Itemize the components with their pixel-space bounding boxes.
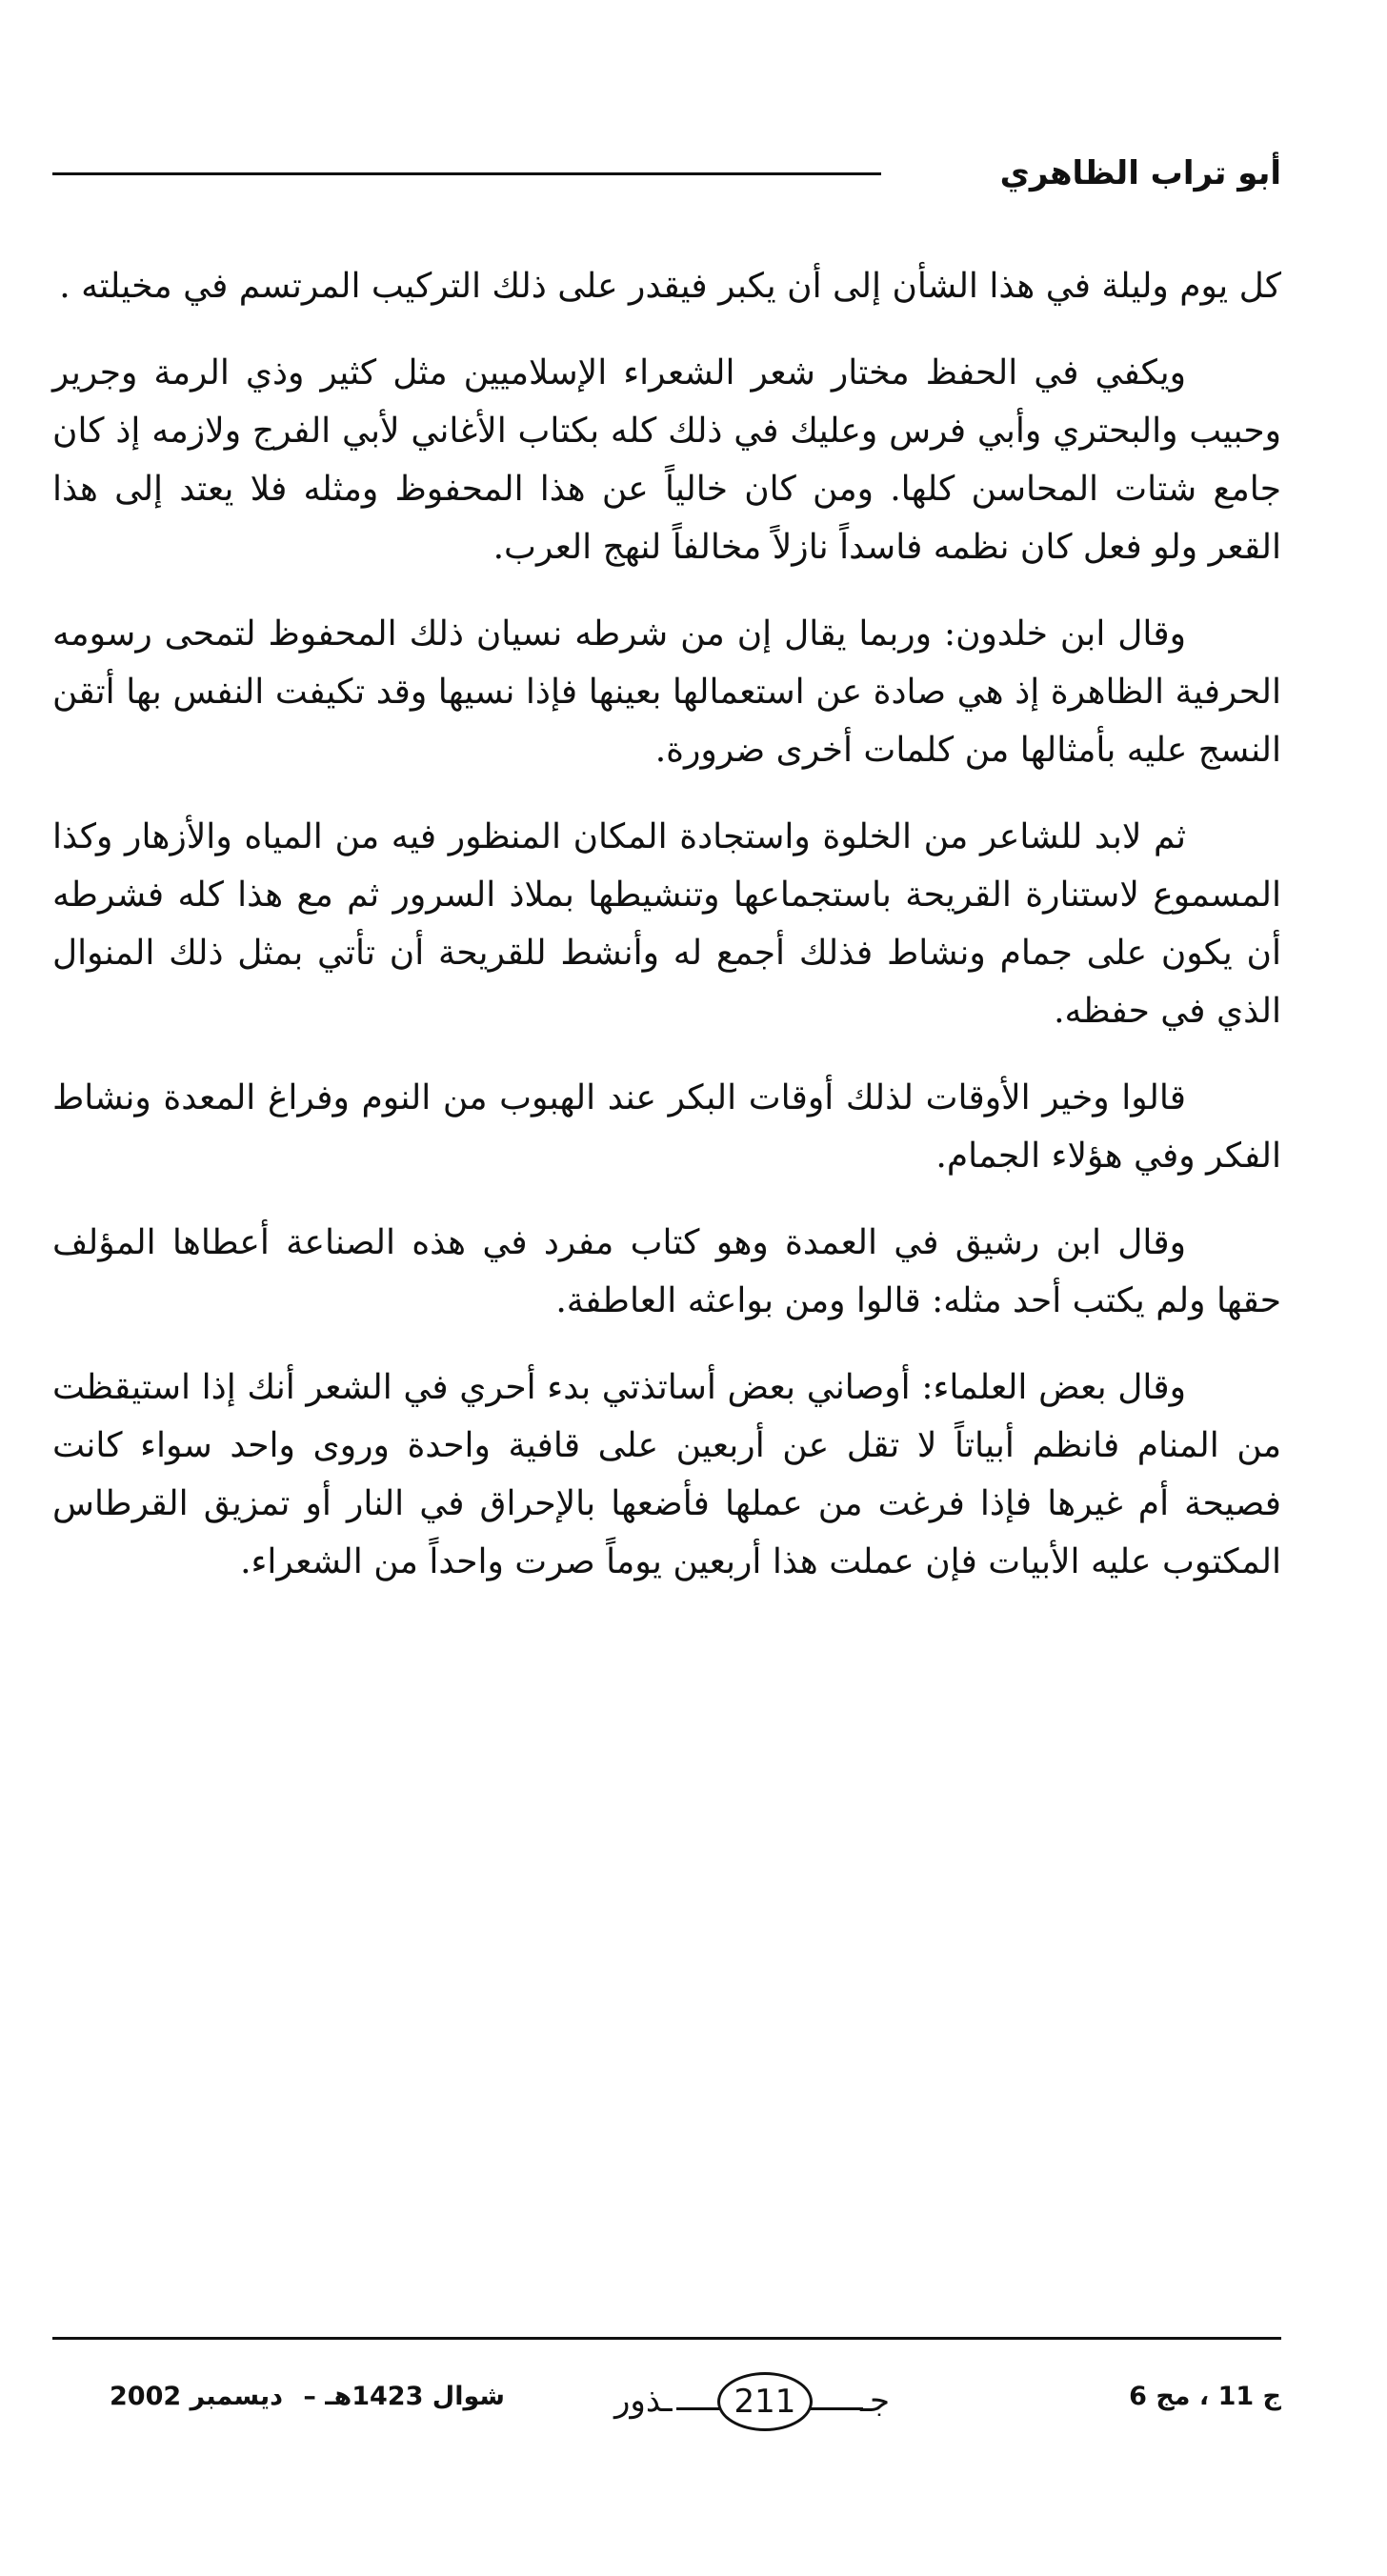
paragraph: ويكفي في الحفظ مختار شعر الشعراء الإسلاميين مثل كثير وذي الرمة وجرير وحبيب والبحتري وأبي فرس وعليك في ذلك كله بكتاب الأغاني لأبي الفرج ولازمه إذ كان جامع شتات المحاسن كلها. ومن كان خالياً عن هذا المحفوظ ومثله فلا يعتد إلى هذا القعر ولو فعل كان نظمه فاسداً نازلاً مخالفاً لنهج العرب. [52,353,1281,567]
paragraph: وقال ابن رشيق في العمدة وهو كتاب مفرد في هذه الصناعة أعطاها المؤلف حقها ولم يكتب أحد مثله: قالوا ومن بواعثه العاطفة. [52,1223,1281,1320]
paragraph: قالوا وخير الأوقات لذلك أوقات البكر عند الهبوب من النوم وفراغ المعدة ونشاط الفكر وفي هؤلاء الجمام. [52,1078,1281,1176]
header-rule [52,172,881,175]
gregorian-date: ديسمبر 2002 [110,2382,283,2411]
paragraph: وقال بعض العلماء: أوصاني بعض أساتذتي بدء أحري في الشعر أنك إذا استيقظت من المنام فانظم أبياتاً لا تقل عن أربعين على قافية واحدة وروى واحد سواء كانت فصيحة أم غيرها فإذا فرغت من عملها فأضعها بالإحراق في النار أو تمزيق القرطاس المكتوب عليه الأبيات فإن عملت هذا أربعين يوماً صرت واحداً من الشعراء. [52,1368,1281,1581]
body-text [52,257,1281,1620]
page-footer [52,2353,1281,2458]
hijri-date: شوال 1423هـ – [303,2382,505,2411]
footer-rule [52,2337,1281,2340]
running-head-author: أبو تراب الظاهري [999,154,1281,192]
paragraph: كل يوم وليلة في هذا الشأن إلى أن يكبر فيقدر على ذلك التركيب المرتسم في مخيلته . [59,267,1281,306]
paragraph: ثم لابد للشاعر من الخلوة واستجادة المكان المنظور فيه من المياه والأزهار وكذا المسموع لاستنارة القريحة باستجماعها وتنشيطها بملاذ السرور ثم مع هذا كله فشرطه أن يكون على جمام ونشاط فذلك أجمع له وأنشط للقريحة أن تأتي بمثل ذلك المنوال الذي في حفظه. [52,817,1281,1031]
journal-line [676,2407,719,2410]
volume-issue: ج 11 ، مج 6 [1129,2382,1281,2411]
page-header [52,143,1281,210]
journal-line [811,2407,863,2410]
page-number: 211 [734,2383,796,2421]
journal-name-part: جـ [860,2382,890,2420]
journal-name-part: ـذور [614,2382,673,2420]
paragraph: وقال ابن خلدون: وربما يقال إن من شرطه نسيان ذلك المحفوظ لتمحى رسومه الحرفية الظاهرة إذ هي صادة عن استعمالها بعينها فإذا نسيها وقد تكيفت النفس بها أتقن النسج عليه بأمثالها من كلمات أخرى ضرورة. [52,614,1281,770]
issue-date [110,2382,505,2411]
journal-logo [614,2365,995,2441]
